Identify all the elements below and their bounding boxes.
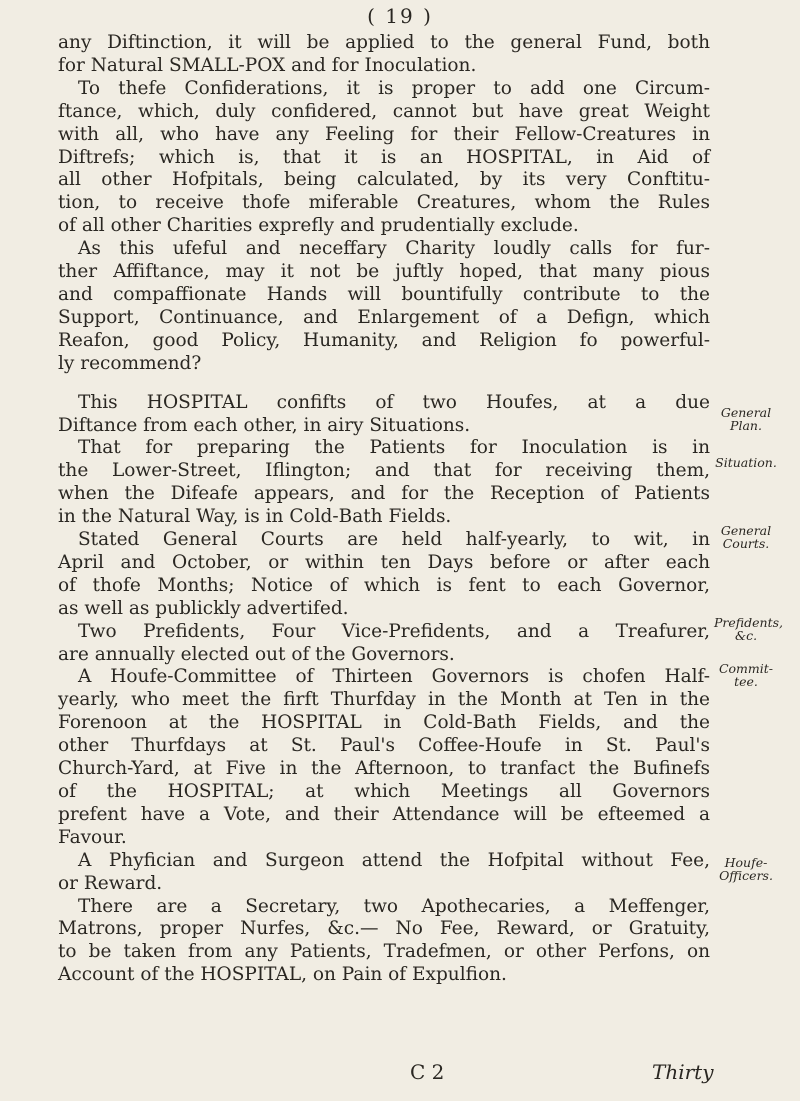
text-line: There are a Secretary, two Apothecaries, a Meffenger, <box>78 895 710 917</box>
text-line: Diftance from each other, in airy Situations. <box>58 414 471 436</box>
text-line: April and October, or within ten Days before or after each <box>58 551 710 573</box>
text-line: of the HOSPITAL; at which Meetings all Governors <box>58 781 710 802</box>
text-line: Favour. <box>58 826 127 848</box>
text-line: any Diftinction, it will be applied to the general Fund, both <box>58 32 710 53</box>
text-line: Diftrefs; which is, that it is an HOSPITAL, in Aid of <box>58 146 710 168</box>
text-line: as well as publickly advertifed. <box>58 597 349 619</box>
margin-note-prefidents: Prefidents, &c. <box>714 615 783 643</box>
text-line: Two Prefidents, Four Vice-Prefidents, and a Treafurer, <box>78 620 710 642</box>
text-line: when the Difeafe appears, and for the Reception of Patients <box>58 483 710 505</box>
text-line: tion, to receive thofe miferable Creatures, whom the Rules <box>58 192 710 214</box>
text-line: Account of the HOSPITAL, on Pain of Expulfion. <box>58 964 507 986</box>
text-line: of all other Charities exprefly and prudentially exclude. <box>58 215 579 237</box>
text-line: the Lower-Street, Iflington; and that for receiving them, <box>58 460 710 482</box>
text-line: A Houfe-Committee of Thirteen Governors is chofen Half- <box>78 666 710 688</box>
body-text <box>58 32 710 987</box>
margin-note-houfe-officers: Houfe-Officers. <box>719 855 773 883</box>
signature-mark: C 2 <box>410 1060 445 1084</box>
text-line: with all, who have any Feeling for their Fellow-Creatures in <box>58 123 710 145</box>
margin-note-situation: Situation. <box>715 455 777 470</box>
text-line: Forenoon at the HOSPITAL in Cold-Bath Fields, and the <box>58 712 710 734</box>
text-line: yearly, who meet the firft Thurfday in the Month at Ten in the <box>58 689 710 711</box>
catchword: Thirty <box>652 1060 714 1084</box>
margin-note-committee: Commit-tee. <box>718 661 774 689</box>
text-line: or Reward. <box>58 872 163 894</box>
text-line: Support, Continuance, and Enlargement of a Defign, which <box>58 306 710 328</box>
text-line: Church-Yard, at Five in the Afternoon, to tranfact the Bufinefs <box>58 758 710 780</box>
text-line: are annually elected out of the Governors. <box>58 643 455 665</box>
text-line: all other Hofpitals, being calculated, by its very Conftitu- <box>58 169 710 191</box>
text-line: to be taken from any Patients, Tradefmen, or other Perfons, on <box>58 941 710 963</box>
text-line: ly recommend? <box>58 352 202 374</box>
text-line: As this ufeful and neceffary Charity loudly calls for fur- <box>78 238 710 260</box>
text-line: in the Natural Way, is in Cold-Bath Fields. <box>58 506 452 528</box>
text-line: To thefe Confiderations, it is proper to add one Circum- <box>78 77 710 99</box>
text-line: and compaffionate Hands will bountifully contribute to the <box>58 283 710 305</box>
text-line: That for preparing the Patients for Inoculation is in <box>78 437 710 459</box>
text-line: prefent have a Vote, and their Attendance will be efteemed a <box>58 803 710 825</box>
text-line: ther Affiftance, may it not be juftly hoped, that many pious <box>58 261 710 283</box>
text-line: Matrons, proper Nurfes, &c.— No Fee, Reward, or Gratuity, <box>58 918 710 940</box>
text-line: other Thurfdays at St. Paul's Coffee-Houfe in St. Paul's <box>58 735 710 757</box>
text-line: Stated General Courts are held half-yearly, to wit, in <box>78 529 710 551</box>
text-line: for Natural SMALL-POX and for Inoculation. <box>58 54 477 76</box>
text-line: of thofe Months; Notice of which is fent to each Governor, <box>58 574 710 596</box>
page-number: ( 19 ) <box>367 4 433 28</box>
margin-note-general-courts: General Courts. <box>720 523 772 551</box>
text-line: A Phyfician and Surgeon attend the Hofpital without Fee, <box>78 849 710 871</box>
text-line: Reafon, good Policy, Humanity, and Religion fo powerful- <box>58 329 710 351</box>
text-line: This HOSPITAL confifts of two Houfes, at a due <box>78 391 710 413</box>
text-line: ftance, which, duly confidered, cannot but have great Weight <box>58 100 710 122</box>
margin-note-general-plan: General Plan. <box>720 405 772 433</box>
